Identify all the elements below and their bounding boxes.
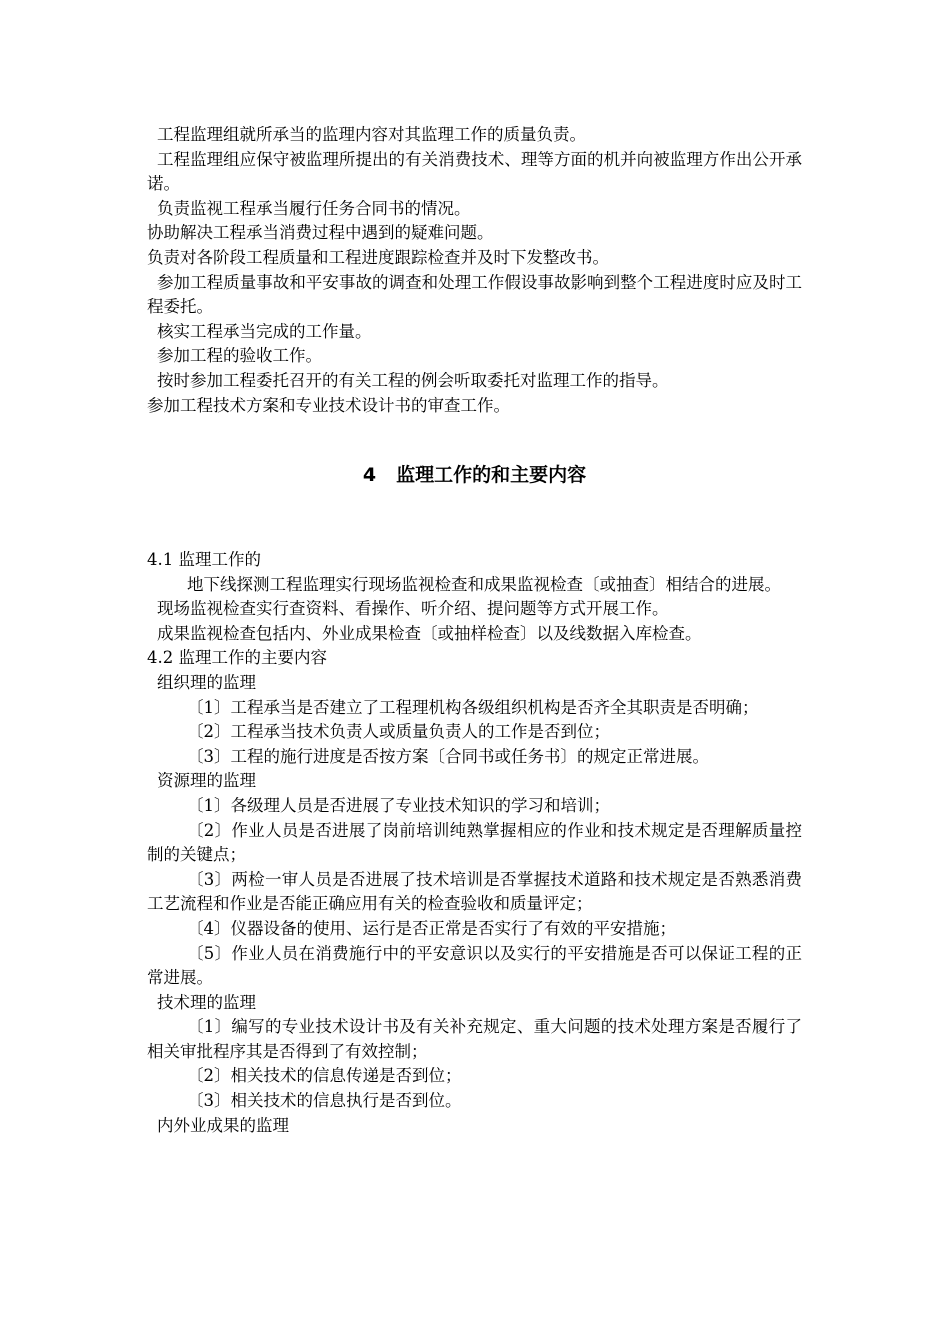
subsection-title: 4.2 监理工作的主要内容 [147,648,327,668]
duty-item: 负责对各阶段工程质量和工程进度跟踪检查并及时下发整改书。 [147,247,609,267]
paragraph: 现场监视检查实行查资料、看操作、听介绍、提问题等方式开展工作。 [157,599,669,619]
supervision-duties-list [147,123,802,418]
list-item: 〔1〕编写的专业技术设计书及有关补充规定、重大问题的技术处理方案是否履行了相关审批程序其是否得到了有效控制； [147,1017,802,1061]
section-title: 监理工作的和主要内容 [396,464,587,486]
topic-title: 内外业成果的监理 [157,1115,289,1135]
paragraph: 地下线探测工程监理实行现场监视检查和成果监视检查〔或抽查〕相结合的进展。 [187,574,781,594]
section-4-body [147,548,802,1138]
subsection-title: 4.1 监理工作的 [147,550,261,569]
duty-item: 参加工程的验收工作。 [157,346,322,366]
duty-item: 按时参加工程委托召开的有关工程的例会听取委托对监理工作的指导。 [157,370,669,390]
section-number: 4 [362,464,377,486]
list-item: 〔3〕两检一审人员是否进展了技术培训是否掌握技术道路和技术规定是否熟悉消费工艺流程和作业是否能正确应用有关的检查验收和质量评定； [147,869,802,914]
list-item: 〔1〕工程承当是否建立了工程理机构各级组织机构是否齐全其职责是否明确； [187,697,759,717]
topic-title: 资源理的监理 [157,771,256,791]
topic-title: 组织理的监理 [157,672,256,692]
duty-item: 协助解决工程承当消费过程中遇到的疑难问题。 [147,223,494,243]
list-item: 〔2〕相关技术的信息传递是否到位； [187,1066,462,1086]
list-item: 〔2〕工程承当技术负责人或质量负责人的工作是否到位； [187,722,610,742]
duty-item: 负责监视工程承当履行任务合同书的情况。 [157,198,471,218]
list-item: 〔2〕作业人员是否进展了岗前培训纯熟掌握相应的作业和技术规定是否理解质量控制的关键点； [147,820,802,865]
list-item: 〔3〕相关技术的信息执行是否到位。 [187,1091,462,1111]
paragraph: 成果监视检查包括内、外业成果检查〔或抽样检查〕以及线数据入库检查。 [157,623,702,643]
list-item: 〔1〕各级理人员是否进展了专业技术知识的学习和培训； [187,795,610,815]
duty-item: 工程监理组就所承当的监理内容对其监理工作的质量负责。 [157,125,586,144]
duty-item: 参加工程质量事故和平安事故的调查和处理工作假设事故影响到整个工程进度时应及时工程委托。 [147,272,802,317]
list-item: 〔3〕工程的施行进度是否按方案〔合同书或任务书〕的规定正常进展。 [187,746,709,766]
section-heading [147,460,802,490]
duty-item: 参加工程技术方案和专业技术设计书的审查工作。 [147,395,510,415]
topic-title: 技术理的监理 [157,992,256,1012]
list-item: 〔4〕仪器设备的使用、运行是否正常是否实行了有效的平安措施； [187,918,676,938]
duty-item: 工程监理组应保守被监理所提出的有关消费技术、理等方面的机并向被监理方作出公开承诺。 [147,149,802,194]
list-item: 〔5〕作业人员在消费施行中的平安意识以及实行的平安措施是否可以保证工程的正常进展。 [147,943,802,988]
duty-item: 核实工程承当完成的工作量。 [157,321,372,341]
